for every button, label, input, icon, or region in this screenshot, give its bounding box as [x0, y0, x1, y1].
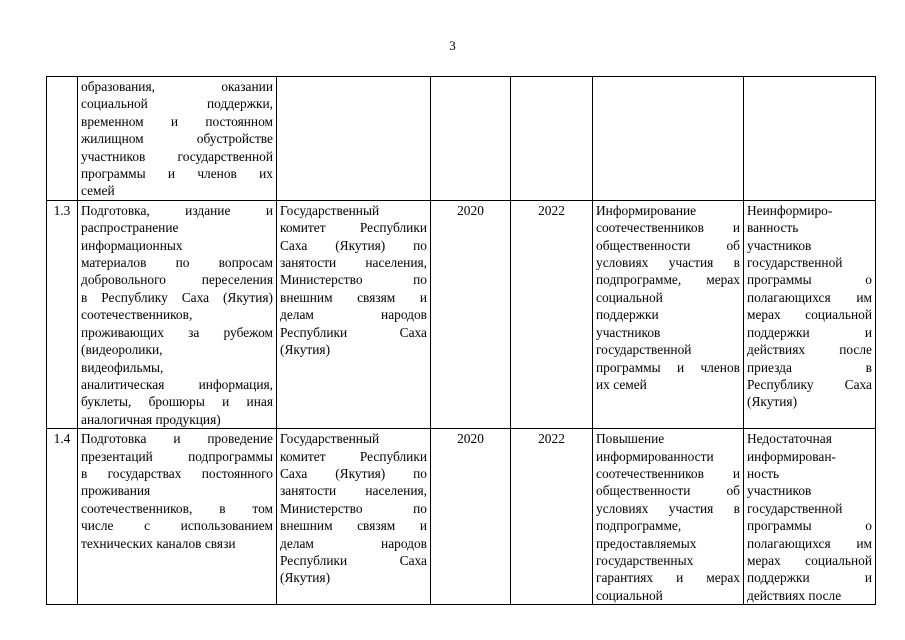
cell-line: (видеоролики, — [81, 342, 163, 358]
cell-line: мерах социальной — [747, 552, 872, 568]
cell-line: подпрограмме, — [596, 518, 682, 534]
cell-line: комитет Республики — [280, 448, 427, 464]
end-year: 2022 — [511, 429, 593, 605]
cell-line: приезда в — [747, 359, 872, 375]
table-row — [47, 77, 876, 201]
cell-line: внешним связям и — [280, 518, 427, 534]
event-cell — [78, 77, 277, 201]
cell-line: соотечественников и — [596, 220, 740, 236]
cell-line: Недостаточная — [747, 431, 832, 447]
cell-line: ность — [747, 465, 780, 481]
cell-line: Министерство по — [280, 500, 427, 516]
cell-line: программы о — [747, 272, 872, 288]
cell-line: действиях после — [747, 342, 872, 358]
cell-line: комитет Республики — [280, 220, 427, 236]
risk-cell — [744, 200, 876, 428]
cell-line: аналогичная продукция) — [81, 411, 221, 427]
cell-line: общественности об — [596, 237, 740, 253]
cell-line: государственной — [596, 342, 692, 358]
cell-line: презентаций подпрограммы — [81, 448, 273, 464]
cell-line: государственной — [747, 500, 843, 516]
cell-line: условиях участия в — [596, 255, 740, 271]
risk-cell — [744, 429, 876, 605]
cell-line: условиях участия в — [596, 500, 740, 516]
cell-line: их семей — [596, 376, 647, 392]
cell-line: программы и членов — [596, 359, 740, 375]
program-events-table — [46, 76, 876, 605]
cell-line: полагающихся им — [747, 535, 872, 551]
cell-line: информационных — [81, 237, 183, 253]
cell-line: технических каналов связи — [81, 535, 236, 551]
cell-line: социальной — [596, 289, 663, 305]
result-cell — [593, 429, 744, 605]
cell-line: Министерство по — [280, 272, 427, 288]
event-cell — [78, 429, 277, 605]
start-year: 2020 — [431, 200, 511, 428]
cell-line: Республики Саха — [280, 324, 427, 340]
cell-line: программы о — [747, 518, 872, 534]
cell-line: Подготовка и проведение — [81, 431, 273, 447]
cell-line: государственной — [747, 255, 843, 271]
cell-line: социальной поддержки, — [81, 96, 273, 112]
cell-line: информирован- — [747, 448, 836, 464]
cell-line: Повышение — [596, 431, 665, 447]
row-number: 1.4 — [47, 429, 78, 605]
cell-line: соотечественников, — [81, 307, 193, 323]
cell-line: занятости населения, — [280, 255, 427, 271]
cell-line: в Республику Саха (Якутия) — [81, 289, 273, 305]
cell-line: действиях после — [747, 587, 842, 603]
cell-line: Государственный — [280, 202, 380, 218]
cell-line: внешним связям и — [280, 289, 427, 305]
cell-line: информированности — [596, 448, 714, 464]
cell-line: общественности об — [596, 483, 740, 499]
cell-line: буклеты, брошюры и иная — [81, 394, 273, 410]
cell-line: видеофильмы, — [81, 359, 164, 375]
table-row — [47, 200, 876, 428]
cell-line: государственных — [596, 552, 694, 568]
cell-line: Подготовка, издание и — [81, 202, 273, 218]
cell-line: Информирование — [596, 202, 697, 218]
cell-line: занятости населения, — [280, 483, 427, 499]
cell-line: числе с использованием — [81, 518, 273, 534]
cell-line: жилищном обустройстве — [81, 131, 273, 147]
table-row — [47, 429, 876, 605]
cell-line: мерах социальной — [747, 307, 872, 323]
executor-cell — [277, 77, 431, 201]
cell-line: ванность — [747, 220, 799, 236]
cell-line: распространение — [81, 220, 179, 236]
cell-line: семей — [81, 183, 115, 199]
cell-line: участников — [596, 324, 661, 340]
cell-line: поддержки и — [747, 570, 872, 586]
cell-line: делам народов — [280, 535, 427, 551]
cell-line: программы и членов их — [81, 166, 273, 182]
end-year: 2022 — [511, 200, 593, 428]
cell-line: временном и постоянном — [81, 113, 273, 129]
cell-line: предоставляемых — [596, 535, 697, 551]
cell-line: Саха (Якутия) по — [280, 465, 427, 481]
result-cell — [593, 77, 744, 201]
cell-line: социальной — [596, 587, 663, 603]
executor-cell — [277, 429, 431, 605]
cell-line: Республики Саха — [280, 552, 427, 568]
start-year: 2020 — [431, 429, 511, 605]
cell-line: участников — [747, 483, 812, 499]
executor-cell — [277, 200, 431, 428]
end-year — [511, 77, 593, 201]
cell-line: участников государственной — [81, 148, 273, 164]
cell-line: Государственный — [280, 431, 380, 447]
row-number: 1.3 — [47, 200, 78, 428]
cell-line: соотечественников, в том — [81, 500, 273, 516]
cell-line: участников — [747, 237, 812, 253]
cell-line: материалов по вопросам — [81, 255, 273, 271]
cell-line: гарантиях и мерах — [596, 570, 740, 586]
cell-line: (Якутия) — [747, 394, 798, 410]
cell-line: делам народов — [280, 307, 427, 323]
event-cell — [78, 200, 277, 428]
cell-line: (Якутия) — [280, 342, 331, 358]
cell-line: проживания — [81, 483, 151, 499]
row-number — [47, 77, 78, 201]
cell-line: поддержки — [596, 307, 659, 323]
cell-line: аналитическая информация, — [81, 376, 273, 392]
cell-line: добровольного переселения — [81, 272, 273, 288]
cell-line: поддержки и — [747, 324, 872, 340]
cell-line: соотечественников и — [596, 465, 740, 481]
page-number: 3 — [449, 38, 456, 53]
cell-line: в государствах постоянного — [81, 465, 273, 481]
cell-line: образования, оказании — [81, 79, 273, 94]
cell-line: проживающих за рубежом — [81, 324, 273, 340]
cell-line: Неинформиро- — [747, 202, 833, 218]
risk-cell — [744, 77, 876, 201]
result-cell — [593, 200, 744, 428]
cell-line: полагающихся им — [747, 289, 872, 305]
cell-line: подпрограмме, мерах — [596, 272, 740, 288]
cell-line: Саха (Якутия) по — [280, 237, 427, 253]
start-year — [431, 77, 511, 201]
cell-line: Республику Саха — [747, 376, 872, 392]
cell-line: (Якутия) — [280, 570, 331, 586]
